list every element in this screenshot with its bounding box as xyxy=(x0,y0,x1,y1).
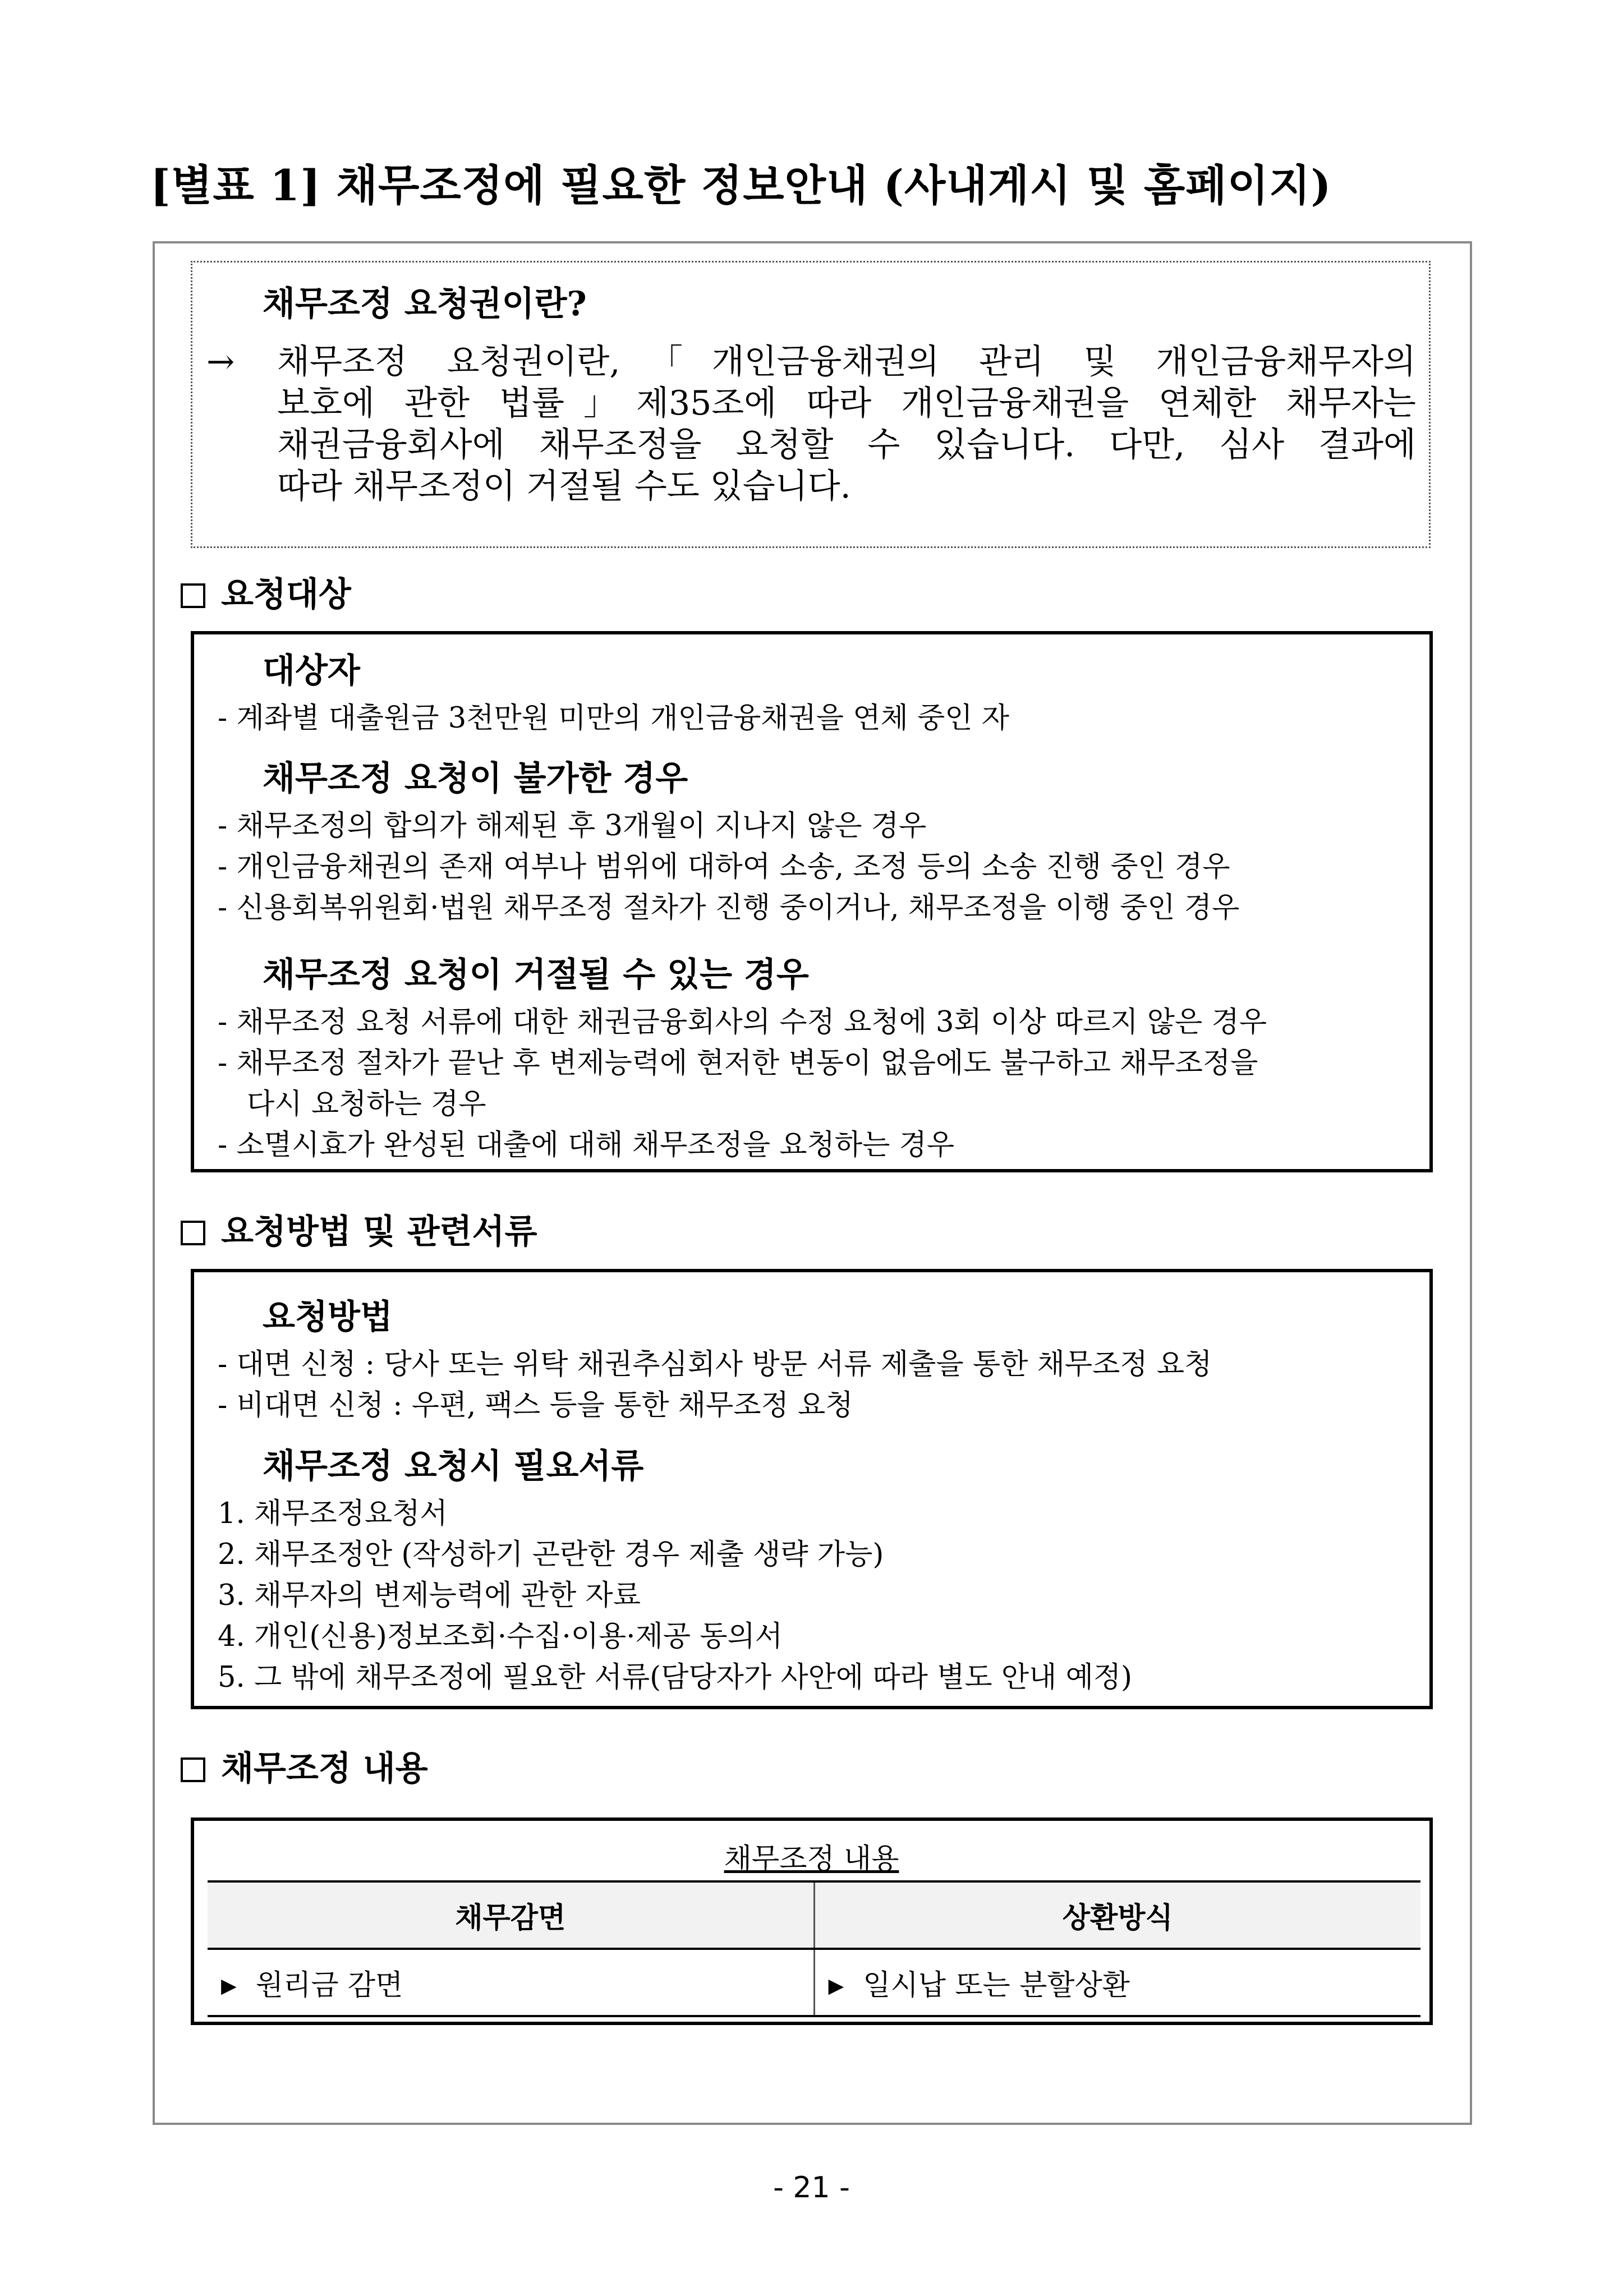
checkbox-icon xyxy=(181,1757,205,1782)
section-heading-target xyxy=(181,568,351,616)
definition-line: 보호에 관한 법률」제35조에 따라 개인금융채권을 연체한 채무자는 xyxy=(277,384,1416,423)
definition-line: 채무조정 요청권이란,「개인금융채권의 관리 및 개인금융채무자의 xyxy=(277,342,1416,381)
table-caption: 채무조정 내용 xyxy=(724,1843,899,1876)
list-item: 2. 채무조정안 (작성하기 곤란한 경우 제출 생략 가능) xyxy=(218,1538,884,1571)
list-item: - 비대면 신청 : 우편, 팩스 등을 통한 채무조정 요청 xyxy=(218,1389,853,1422)
docs-title: 채무조정 요청시 필요서류 xyxy=(263,1447,644,1486)
table-cell xyxy=(814,1949,1420,2016)
list-item: - 채무조정의 합의가 해제된 후 3개월이 지나지 않은 경우 xyxy=(218,809,927,843)
triangle-bullet-icon: ▶ xyxy=(221,1975,237,1998)
list-item: - 계좌별 대출원금 3천만원 미만의 개인금융채권을 연체 중인 자 xyxy=(218,702,1010,735)
content-table xyxy=(208,1880,1420,2017)
list-item: 1. 채무조정요청서 xyxy=(218,1497,448,1530)
list-item: - 채무조정 절차가 끝난 후 변제능력에 현저한 변동이 없음에도 불구하고 채무조정을 xyxy=(218,1047,1258,1080)
list-item: - 소멸시효가 완성된 대출에 대해 채무조정을 요청하는 경우 xyxy=(218,1129,955,1162)
list-item: 4. 개인(신용)정보조회·수집·이용·제공 동의서 xyxy=(218,1620,783,1653)
section-heading-label: 채무조정 내용 xyxy=(221,1749,428,1788)
content-table-wrap xyxy=(208,1880,1420,2017)
refusable-title: 채무조정 요청이 거절될 수 있는 경우 xyxy=(263,955,809,995)
list-item: - 신용회복위원회·법원 채무조정 절차가 진행 중이거나, 채무조정을 이행 중인 경우 xyxy=(218,891,1240,924)
list-item: - 대면 신청 : 당사 또는 위탁 채권추심회사 방문 서류 제출을 통한 채무조정 요청 xyxy=(218,1348,1212,1381)
table-cell-text: 원리금 감면 xyxy=(255,1969,403,2002)
impossible-title: 채무조정 요청이 불가한 경우 xyxy=(263,759,688,798)
table-header-row xyxy=(208,1881,1420,1949)
list-item: - 채무조정 요청 서류에 대한 채권금융회사의 수정 요청에 3회 이상 따르지 않은 경우 xyxy=(218,1006,1267,1039)
list-item: 3. 채무자의 변제능력에 관한 자료 xyxy=(218,1579,641,1612)
subject-title: 대상자 xyxy=(263,651,360,691)
table-cell-text: 일시납 또는 분할상환 xyxy=(863,1969,1130,2002)
definition-line: 채권금융회사에 채무조정을 요청할 수 있습니다. 다만, 심사 결과에 xyxy=(277,425,1416,464)
definition-text xyxy=(277,341,1416,507)
checkbox-icon xyxy=(181,1221,205,1245)
page-number: - 21 - xyxy=(773,2171,850,2205)
triangle-bullet-icon: ▶ xyxy=(828,1975,844,1998)
list-item: 다시 요청하는 경우 xyxy=(247,1088,486,1121)
list-item: 5. 그 밖에 채무조정에 필요한 서류(담당자가 사안에 따라 별도 안내 예정) xyxy=(218,1661,1133,1694)
list-item: - 개인금융채권의 존재 여부나 범위에 대하여 소송, 조정 등의 소송 진행 중인 경우 xyxy=(218,850,1230,884)
table-header-cell: 상환방식 xyxy=(814,1881,1420,1949)
section-heading-method xyxy=(181,1205,537,1253)
method-title: 요청방법 xyxy=(263,1297,393,1337)
section-heading-label: 요청방법 및 관련서류 xyxy=(221,1212,537,1251)
page-title: [별표 1] 채무조정에 필요한 정보안내 (사내게시 및 홈페이지) xyxy=(150,160,1332,210)
definition-heading: 채무조정 요청권이란? xyxy=(263,284,587,324)
section-heading-content xyxy=(181,1742,428,1790)
section-heading-label: 요청대상 xyxy=(221,575,351,614)
checkbox-icon xyxy=(181,583,205,608)
arrow-icon: → xyxy=(206,342,235,381)
table-row xyxy=(208,1949,1420,2016)
table-header-cell: 채무감면 xyxy=(208,1881,814,1949)
definition-line: 따라 채무조정이 거절될 수도 있습니다. xyxy=(277,467,851,506)
table-cell xyxy=(208,1949,814,2016)
